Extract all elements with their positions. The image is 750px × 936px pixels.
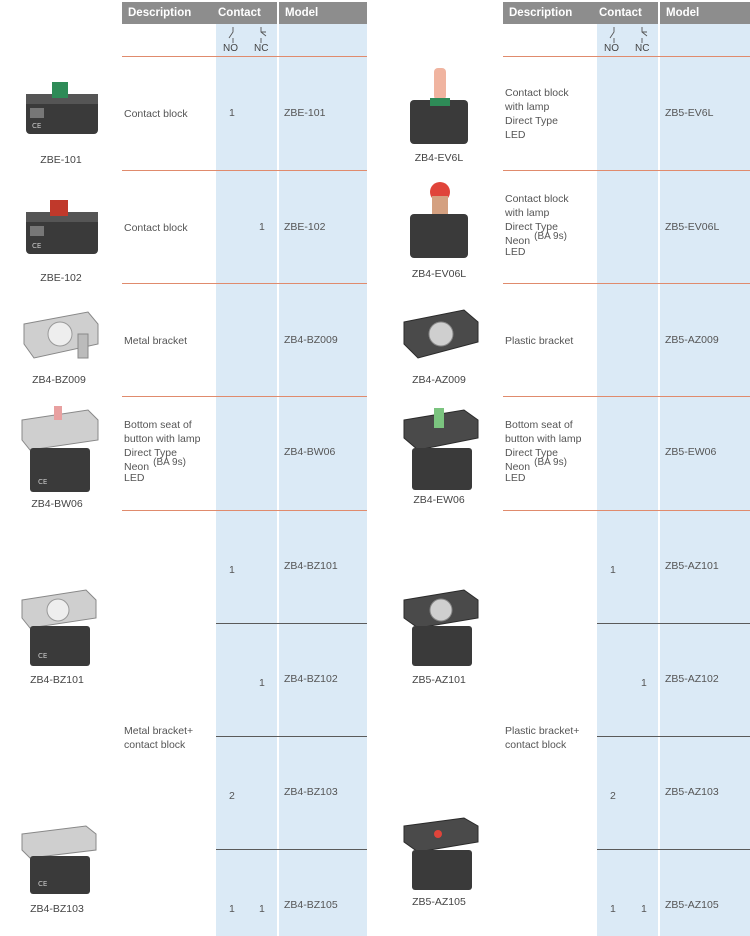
left-group-row-2-model: ZB4-BZ102 [284, 673, 338, 685]
right-row-3-model: ZB5-AZ009 [665, 334, 719, 346]
right-row-4-description [505, 418, 597, 485]
left-group-desc-line-2: contact block [124, 739, 186, 751]
left-nc-label: NC [254, 43, 269, 54]
left-row-3-caption: ZB4-BZ009 [32, 374, 86, 386]
left-row-2-caption: ZBE-102 [40, 272, 82, 284]
contact-block-lamp-neon-image [404, 178, 474, 262]
left-group-row-2-nc: 1 [259, 677, 265, 689]
right-contact-column-bg [597, 2, 658, 936]
left-separator-1 [122, 170, 367, 171]
contact-block-lamp-led-image [404, 64, 474, 148]
right-group-separator-1 [597, 623, 750, 624]
right-group-caption-1: ZB5-AZ101 [412, 674, 466, 686]
left-group-separator-1 [216, 623, 367, 624]
left-row-2-nc: 1 [259, 221, 265, 233]
right-row-4-model: ZB5-EW06 [665, 446, 717, 458]
left-nc-switch-icon [256, 27, 270, 43]
left-row-1-caption: ZBE-101 [40, 154, 82, 166]
left-group-row-1-no: 1 [229, 564, 235, 576]
right-row-4-desc-line-3: Direct Type [505, 447, 558, 459]
left-group-separator-2 [216, 736, 367, 737]
left-group-caption-1: ZB4-BZ101 [30, 674, 84, 686]
left-header-description: Description [122, 2, 214, 24]
left-row-2-description: Contact block [124, 222, 188, 234]
right-group-caption-2: ZB5-AZ105 [412, 896, 466, 908]
bottom-seat-lamp-image [16, 404, 102, 496]
svg-text:CE: CE [38, 478, 48, 486]
right-row-2-description [505, 192, 597, 259]
right-row-4-desc-line-5: LED [505, 472, 526, 484]
metal-bracket-contact-block-image-2 [16, 822, 102, 898]
right-row-2-desc-line-2: with lamp [505, 207, 550, 219]
left-row-4-desc-line-1: Bottom seat of [124, 419, 192, 431]
right-group-row-2-nc: 1 [641, 677, 647, 689]
left-group-row-3-no: 2 [229, 790, 235, 802]
left-no-switch-icon [226, 27, 240, 43]
left-group-row-1-model: ZB4-BZ101 [284, 560, 338, 572]
right-group-row-2-model: ZB5-AZ102 [665, 673, 719, 685]
right-group-desc-line-1: Plastic bracket+ [505, 725, 580, 737]
left-separator-4 [122, 510, 367, 511]
left-row-4-ba: (BA 9s) [153, 457, 186, 468]
left-header-contact: Contact [214, 2, 277, 24]
left-row-2-model: ZBE-102 [284, 221, 326, 233]
left-row-4-caption: ZB4-BW06 [31, 498, 83, 510]
right-row-1-description [505, 86, 569, 142]
right-separator-0 [503, 56, 750, 57]
right-row-2-desc-line-3: Direct Type [505, 221, 558, 233]
right-row-1-desc-line-4: LED [505, 129, 526, 141]
left-row-1-description: Contact block [124, 108, 188, 120]
right-group-row-4-nc: 1 [641, 903, 647, 915]
right-row-4-desc-line-2: button with lamp [505, 433, 582, 445]
right-separator-2 [503, 283, 750, 284]
plastic-bracket-contact-block-image-1 [398, 586, 484, 670]
svg-text:CE: CE [38, 652, 48, 660]
left-row-1-model: ZBE-101 [284, 107, 326, 119]
left-row-4-description [124, 418, 216, 485]
plastic-bracket-image [398, 304, 484, 368]
left-separator-2 [122, 283, 367, 284]
left-row-4-desc-line-5: LED [124, 472, 145, 484]
right-row-4-desc-line-1: Bottom seat of [505, 419, 573, 431]
left-group-desc-line-1: Metal bracket+ [124, 725, 194, 737]
contact-block-red-image [22, 196, 102, 260]
right-header-contact: Contact [595, 2, 658, 24]
right-row-2-model: ZB5-EV06L [665, 221, 720, 233]
right-nc-label: NC [635, 43, 650, 54]
right-row-3-description: Plastic bracket [505, 335, 574, 347]
left-no-label: NO [223, 43, 238, 54]
svg-text:CE: CE [32, 242, 42, 250]
right-row-2-desc-line-1: Contact block [505, 193, 569, 205]
right-row-2-caption: ZB4-EV06L [411, 268, 467, 280]
right-row-4-ba: (BA 9s) [534, 457, 567, 468]
left-group-caption-2: ZB4-BZ103 [30, 903, 84, 915]
left-separator-0 [122, 56, 367, 57]
contact-block-green-image [22, 78, 102, 138]
left-group-row-4-nc: 1 [259, 903, 265, 915]
left-group-description [124, 724, 193, 752]
right-group-separator-3 [597, 849, 750, 850]
right-row-1-caption: ZB4-EV6L [414, 152, 464, 164]
right-group-separator-2 [597, 736, 750, 737]
left-row-4-desc-line-2: button with lamp [124, 433, 201, 445]
right-nc-switch-icon [637, 27, 651, 43]
right-row-1-desc-line-3: Direct Type [505, 115, 558, 127]
right-row-1-model: ZB5-EV6L [665, 107, 714, 119]
right-row-3-caption: ZB4-AZ009 [412, 374, 466, 386]
left-group-row-3-model: ZB4-BZ103 [284, 786, 338, 798]
metal-bracket-contact-block-image-1 [16, 586, 102, 670]
left-row-3-description: Metal bracket [124, 335, 188, 347]
right-group-row-1-model: ZB5-AZ101 [665, 560, 719, 572]
right-row-1-desc-line-2: with lamp [505, 101, 550, 113]
right-group-row-4-model: ZB5-AZ105 [665, 899, 719, 911]
plastic-bracket-contact-block-image-2 [398, 814, 484, 894]
right-separator-4 [503, 510, 750, 511]
right-no-switch-icon [607, 27, 621, 43]
svg-text:CE: CE [32, 122, 42, 130]
left-row-4-desc-line-3: Direct Type [124, 447, 177, 459]
right-header-model: Model [660, 2, 750, 24]
left-row-4-desc-line-4: Neon [124, 461, 150, 473]
left-group-row-4-model: ZB4-BZ105 [284, 899, 338, 911]
right-row-2-desc-line-4: Neon [505, 235, 531, 247]
left-header-model: Model [279, 2, 367, 24]
right-separator-3 [503, 396, 750, 397]
right-row-4-desc-line-4: Neon [505, 461, 531, 473]
bottom-seat-lamp-plastic-image [398, 404, 484, 494]
left-separator-3 [122, 396, 367, 397]
left-group-row-4-no: 1 [229, 903, 235, 915]
left-row-4-model: ZB4-BW06 [284, 446, 336, 458]
right-group-row-4-no: 1 [610, 903, 616, 915]
left-row-1-no: 1 [229, 107, 235, 119]
right-group-row-3-model: ZB5-AZ103 [665, 786, 719, 798]
right-row-1-desc-line-1: Contact block [505, 87, 569, 99]
left-row-3-model: ZB4-BZ009 [284, 334, 338, 346]
right-row-2-desc-line-5: LED [505, 246, 526, 258]
metal-bracket-image [18, 304, 102, 364]
right-group-row-3-no: 2 [610, 790, 616, 802]
right-group-row-1-no: 1 [610, 564, 616, 576]
right-row-4-caption: ZB4-EW06 [413, 494, 465, 506]
right-group-desc-line-2: contact block [505, 739, 567, 751]
right-row-2-ba: (BA 9s) [534, 231, 567, 242]
right-no-label: NO [604, 43, 619, 54]
left-group-separator-3 [216, 849, 367, 850]
right-header-description: Description [503, 2, 595, 24]
right-separator-1 [503, 170, 750, 171]
svg-text:CE: CE [38, 880, 48, 888]
right-group-description [505, 724, 579, 752]
left-contact-column-bg [216, 2, 277, 936]
